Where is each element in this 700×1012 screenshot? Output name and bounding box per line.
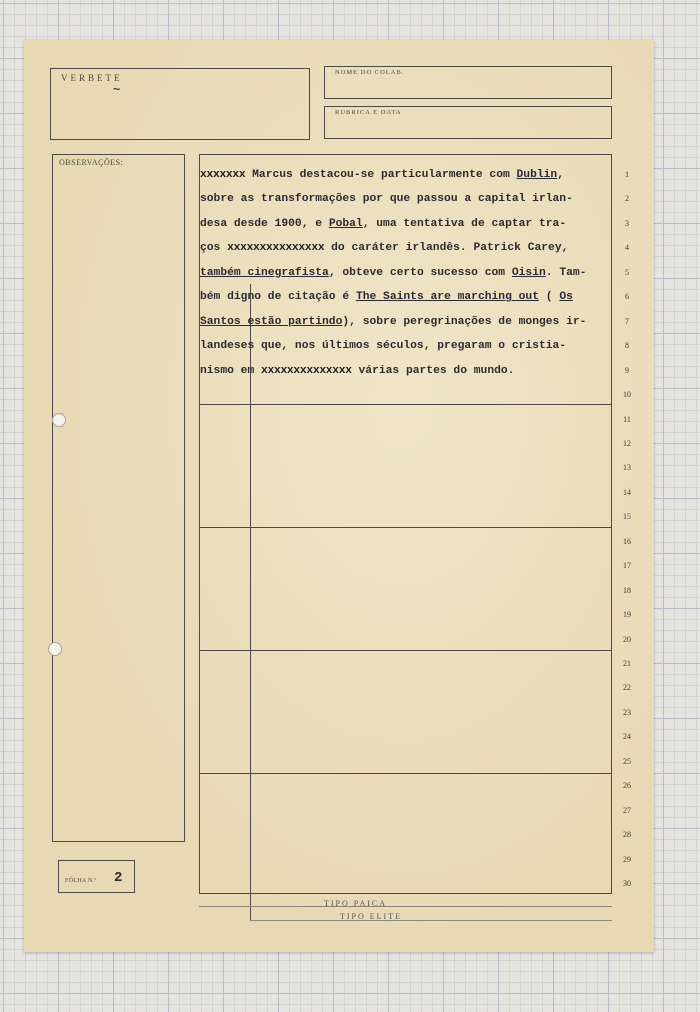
underlined-title: Santos estão partindo [200, 315, 343, 328]
text-segment: várias partes do mundo. [351, 364, 515, 377]
verbete-mark: ~ [113, 83, 121, 97]
typed-line [200, 264, 586, 282]
nome-colab-label: NOME DO COLAB. [335, 69, 405, 76]
typed-line [200, 190, 573, 208]
tipo-elite-line [250, 920, 612, 921]
folha-label: FÔLHA N.º [65, 878, 97, 884]
text-segment: nismo em [200, 364, 262, 377]
line-number: 13 [623, 463, 631, 473]
line-number: 17 [623, 561, 631, 571]
rubrica-data-label: RUBRICA E DATA [335, 109, 402, 116]
tipo-paica-line [199, 906, 612, 907]
line-number: 9 [625, 365, 629, 375]
line-number: 16 [623, 536, 631, 546]
tipo-paica-label: TIPO PAICA [324, 899, 388, 908]
line-number: 2 [625, 194, 629, 204]
observacoes-box [52, 154, 185, 842]
underlined-title: Os [559, 291, 573, 304]
line-number: 25 [623, 756, 631, 766]
typed-line [200, 362, 514, 380]
underlined-title: Dublin [516, 169, 558, 181]
punch-hole-top [52, 413, 66, 427]
typed-line [200, 337, 566, 355]
line-number: 29 [623, 854, 631, 864]
text-segment: landeses que, nos últimos séculos, pregaram o cristia- [200, 340, 567, 353]
line-number: 7 [625, 316, 629, 326]
punch-hole-bottom [48, 642, 62, 656]
line-number: 28 [623, 830, 631, 840]
observacoes-label: OBSERVAÇÕES: [59, 158, 124, 167]
text-segment: . Tam- [545, 266, 587, 279]
text-segment: , obteve certo sucesso com [328, 266, 512, 279]
line-number: 20 [623, 634, 631, 644]
typed-line [200, 313, 586, 331]
grid-divider-4 [199, 773, 612, 774]
typed-line [200, 166, 564, 184]
text-segment: bém digno de citação é [200, 291, 356, 304]
typed-line [200, 215, 566, 233]
folha-number: 2 [114, 870, 123, 886]
line-number: 8 [625, 341, 629, 351]
verbete-box [50, 68, 310, 140]
grid-divider-2 [199, 527, 612, 528]
line-number: 15 [623, 512, 631, 522]
line-number: 12 [623, 438, 631, 448]
line-number: 19 [623, 610, 631, 620]
line-number: 6 [625, 292, 629, 302]
line-number: 3 [625, 218, 629, 228]
underlined-title: Pobal [328, 217, 363, 230]
line-number: 27 [623, 805, 631, 815]
line-number: 4 [625, 243, 629, 253]
line-number: 22 [623, 683, 631, 693]
grid-divider-1 [199, 404, 612, 405]
text-segment: ços [200, 242, 228, 255]
text-segment: , uma tentativa de captar tra- [362, 217, 567, 230]
struck-out-text: xxxxxxx [200, 169, 246, 181]
line-number: 21 [623, 659, 631, 668]
line-number: 5 [625, 267, 629, 277]
struck-out-text: xxxxxxxxxxxxxxx [227, 242, 325, 255]
text-segment: ), sobre peregrinações de monges ir- [342, 315, 587, 328]
line-number: 10 [623, 390, 631, 400]
text-segment: sobre as transformações por que passou a capital irlan- [200, 193, 573, 206]
text-segment: desa desde 1900, e [200, 217, 329, 230]
underlined-title: Oisin [511, 266, 546, 279]
folha-box [58, 860, 135, 893]
line-number: 26 [623, 781, 631, 791]
typed-line [200, 288, 573, 306]
tipo-elite-label: TIPO ELITE [340, 912, 402, 921]
text-segment: Marcus destacou-se particularmente com [245, 169, 517, 181]
text-segment: do caráter irlandês. Patrick Carey, [324, 242, 569, 255]
line-number: 30 [623, 879, 631, 889]
grid-divider-3 [199, 650, 612, 651]
typed-line [200, 239, 568, 257]
line-number: 1 [625, 170, 629, 179]
text-segment: , [557, 169, 564, 181]
line-number: 23 [623, 707, 631, 717]
line-number: 14 [623, 487, 631, 497]
line-number: 24 [623, 732, 631, 742]
form-sheet [24, 40, 654, 952]
underlined-title: também cinegrafista [200, 266, 329, 279]
struck-out-text: xxxxxxxxxxxxxx [261, 364, 352, 377]
verbete-label: VERBETE [61, 73, 123, 83]
line-number: 18 [623, 585, 631, 595]
underlined-title: The Saints are marching out [355, 291, 539, 304]
text-segment: ( [538, 291, 560, 304]
rubrica-data-box [324, 106, 612, 139]
nome-colab-box [324, 66, 612, 99]
line-number: 11 [623, 414, 631, 424]
